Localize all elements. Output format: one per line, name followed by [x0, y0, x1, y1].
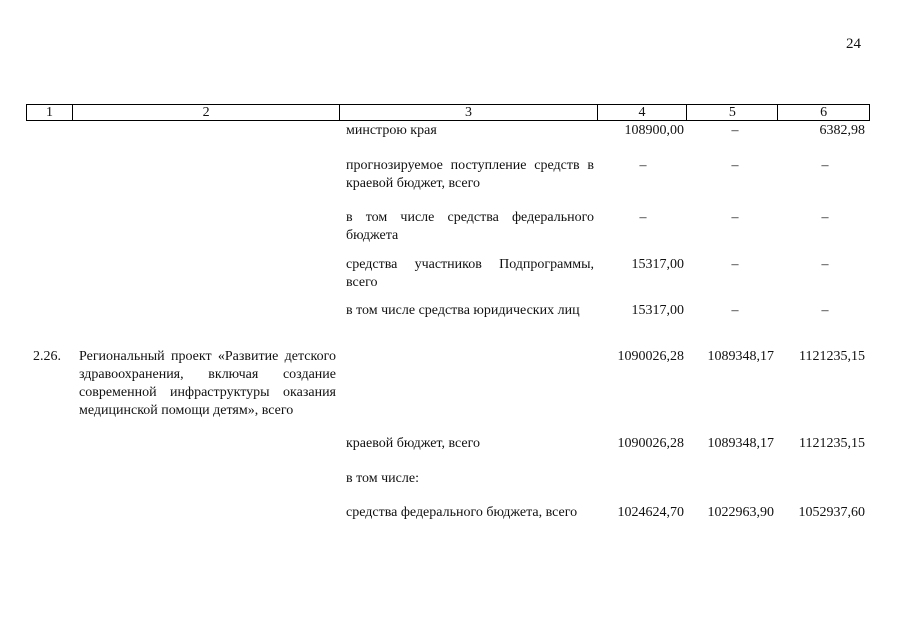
column-header-4: 4 [598, 105, 688, 120]
row-value-col6: – [821, 158, 829, 173]
row-value-col6: – [821, 257, 829, 272]
row-value-col6: 6382,98 [819, 123, 865, 138]
row-value-col4: 1024624,70 [617, 505, 684, 520]
row-text: в том числе средства юридических лиц [346, 303, 580, 318]
row-value-col5: – [731, 123, 739, 138]
row-value-col5: – [731, 257, 739, 272]
row-text: минстрою края [346, 123, 437, 138]
column-header-6: 6 [820, 105, 828, 120]
row-value-col5: – [731, 303, 739, 318]
row-value-col5: 1089348,17 [707, 349, 774, 364]
column-header-3: 3 [340, 105, 597, 120]
row-value-col5: 1022963,90 [707, 505, 774, 520]
row-text: средства участников Подпрограммы, всего [346, 257, 594, 290]
row-value-col4: 15317,00 [631, 257, 684, 272]
row-number: 2.26. [33, 349, 61, 364]
row-text: в том числе: [346, 471, 419, 486]
row-value-col5: – [731, 210, 739, 225]
page-number: 24 [846, 36, 861, 52]
column-header-2: 2 [73, 105, 340, 120]
row-value-col6: – [821, 210, 829, 225]
row-text: краевой бюджет, всего [346, 436, 481, 451]
row-text: прогнозируемое поступление средств в краевой бюджет, всего [346, 158, 594, 191]
row-description: Региональный проект «Развитие детского здравоохранения, включая создание современной инфраструктуры оказания медицинской помощи детям», всего [79, 349, 336, 418]
row-value-col6: – [821, 303, 829, 318]
row-value-col4: 1090026,28 [617, 436, 684, 451]
row-value-col5: – [731, 158, 739, 173]
row-text: в том числе средства федерального бюджета [346, 210, 594, 243]
row-value-col4: 108900,00 [624, 123, 684, 138]
row-value-col4: 1090026,28 [617, 349, 684, 364]
table-header [26, 104, 870, 121]
column-header-1: 1 [27, 105, 73, 120]
row-value-col6: 1052937,60 [798, 505, 865, 520]
row-text: средства федерального бюджета, всего [346, 505, 578, 520]
row-value-col6: 1121235,15 [799, 436, 865, 451]
column-header-5: 5 [687, 105, 778, 120]
row-value-col4: 15317,00 [631, 303, 684, 318]
row-value-col4: – [639, 158, 647, 173]
row-value-col4: – [639, 210, 647, 225]
row-value-col5: 1089348,17 [707, 436, 774, 451]
row-value-col6: 1121235,15 [799, 349, 865, 364]
